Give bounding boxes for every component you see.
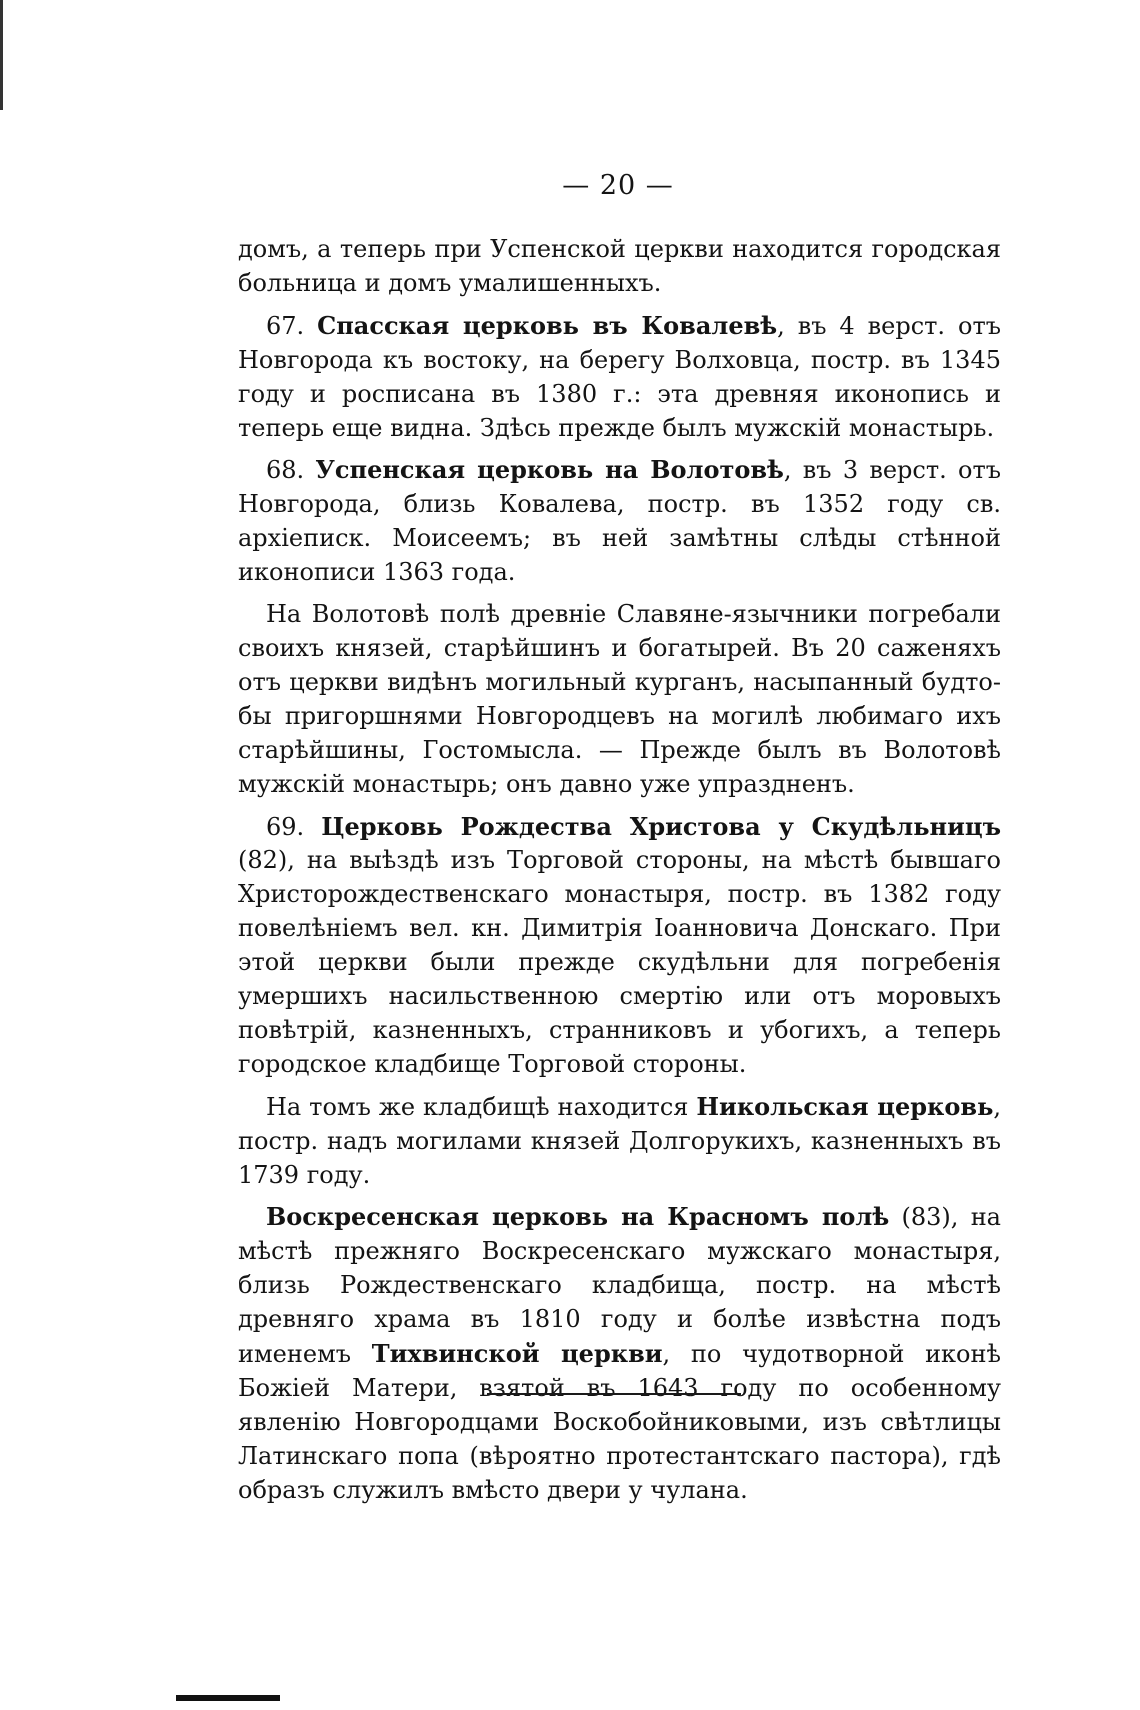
paragraph-voskresenskaya <box>238 1200 1001 1507</box>
entry-title-secondary: Тихвинской церкви <box>371 1339 663 1369</box>
paragraph-text: домъ, а теперь при Успенской церкви находится городская больница и домъ умалишенныхъ. <box>238 235 1001 297</box>
page-number: — 20 — <box>562 170 674 201</box>
text-body <box>238 233 1001 1516</box>
paragraph-lead: На томъ же кладбищѣ находится <box>266 1092 697 1121</box>
entry-number: 68. <box>266 456 316 485</box>
end-rule-divider <box>487 1393 741 1395</box>
entry-title: Успенская церковь на Волотовѣ <box>315 455 784 485</box>
entry-number: 69. <box>266 812 322 841</box>
entry-68 <box>238 453 1001 590</box>
entry-body: , въ 4 верст. отъ Новгорода къ востоку, на берегу Волховца, постр. въ 1345 году и росписана въ 1380 г.: эта древняя иконопись и теперь еще видна. Здѣсь прежде былъ мужскій монастырь. <box>238 311 1001 442</box>
entry-title: Никольская церковь <box>696 1091 994 1121</box>
paragraph-volotovo-field <box>238 598 1001 801</box>
paragraph-continuation <box>238 233 1001 301</box>
entry-67 <box>238 309 1001 446</box>
entry-body-continued: , по чудотворной иконѣ Божіей Матери, взятой въ 1643 году по особенному явленію Новгородцами Воскобойниковыми, изъ свѣтлицы Латинскаго попа (вѣроятно протестантскаго пастора), гдѣ образъ служилъ вмѣсто двери у чулана. <box>238 1340 1001 1504</box>
paragraph-text: На Волотовѣ полѣ древніе Славяне-язычники погребали своихъ князей, старѣйшинъ и богатырей. Въ 20 саженяхъ отъ церкви видѣнъ могильный курганъ, насыпанный будто-бы пригоршнями Новгородцевъ на могилѣ любимаго ихъ старѣйшины, Гостомысла. — Прежде былъ въ Волотовѣ мужскій монастырь; онъ давно уже упраздненъ. <box>238 600 1001 798</box>
entry-title: Воскресенская церковь на Красномъ полѣ <box>266 1202 890 1232</box>
entry-body: , постр. надъ могилами князей Долгорукихъ, казненныхъ въ 1739 году. <box>238 1092 1002 1189</box>
paragraph-nikolskaya <box>238 1090 1001 1193</box>
entry-69 <box>238 810 1001 1082</box>
binding-mark <box>176 1695 280 1701</box>
entry-title: Спасская церковь въ Ковалевѣ <box>317 310 778 340</box>
entry-number: 67. <box>266 311 318 340</box>
entry-body: , въ 3 верст. отъ Новгорода, близь Ковалева, постр. въ 1352 году св. архіеписк. Моисеемъ; въ ней замѣтны слѣды стѣнной иконописи 1363 года. <box>238 456 1002 587</box>
page-edge-shadow <box>0 0 3 110</box>
entry-body: (83), на мѣстѣ прежняго Воскресенскаго мужскаго монастыря, близь Рождественскаго кладбища, постр. на мѣстѣ древняго храма въ 1810 году и болѣе извѣстна подъ именемъ <box>238 1203 1001 1369</box>
entry-title: Церковь Рождества Христова у Скудѣльницъ <box>321 811 1002 841</box>
entry-body: (82), на выѣздѣ изъ Торговой стороны, на мѣстѣ бывшаго Христорождественскаго монастыря, постр. въ 1382 году повелѣніемъ вел. кн. Димитрія Іоанновича Донскаго. При этой церкви были прежде скудѣльни для погребенія умершихъ насильственною смертію или отъ моровыхъ повѣтрій, казненныхъ, странниковъ и убогихъ, а теперь городское кладбище Торговой стороны. <box>238 846 1001 1078</box>
